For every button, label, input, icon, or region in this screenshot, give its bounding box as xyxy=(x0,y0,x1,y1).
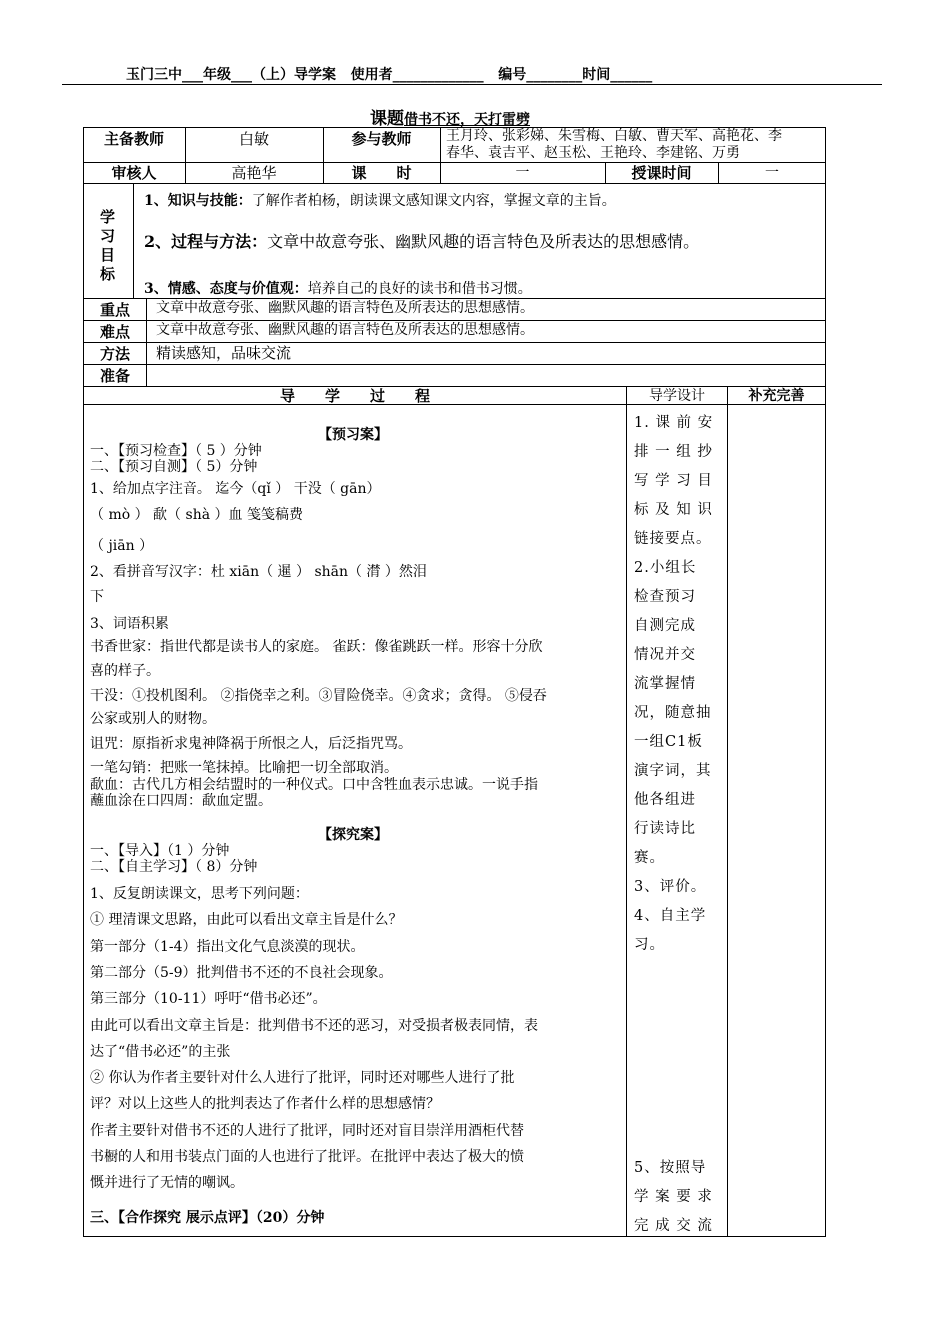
participants-line-1: 王月玲、张彩娣、朱雪梅、白敏、曹天军、高艳花、李 xyxy=(446,128,782,144)
study-q2-line-2: 评？对以上这些人的批判表达了作者什么样的思想感情？ xyxy=(90,1096,440,1112)
vline xyxy=(626,386,627,1237)
method-text: 精读感知，品味交流 xyxy=(156,344,292,362)
lead-teacher-label: 主备教师 xyxy=(103,130,164,148)
design-note-line: 行读诗比 xyxy=(634,821,696,837)
design-note-line: 4、自主学 xyxy=(634,908,707,924)
goal-2-text: 文章中故意夸张、幽默风趣的语言特色及所表达的思想感情。 xyxy=(267,232,700,251)
word-2-line-1: 干没：①投机图利。 ②指侥幸之利。③冒险侥幸。④贪求；贪得。 ⑤侵吞 xyxy=(90,688,547,704)
page-header: 玉门三中___年级___（上）导学案 使用者_____________ 编号________时间______ xyxy=(126,67,653,83)
theme-line-1: 由此可以看出文章主旨是：批判借书不还的恶习，对受损者极表同情，表 xyxy=(90,1018,538,1034)
part-2: 第二部分（5-9）批判借书不还的不良社会现象。 xyxy=(90,965,393,981)
answer-line-1: 作者主要针对借书不还的人进行了批评，同时还对盲目崇洋用酒柜代替 xyxy=(90,1123,524,1139)
theme-line-2: 达了“借书必还”的主张 xyxy=(90,1044,231,1060)
title-label: 课题 xyxy=(370,109,404,129)
q1-line-1: 1、给加点字注音。 迄今（qǐ ） 干没（ gān） xyxy=(90,481,381,497)
reviewer: 高艳华 xyxy=(231,164,277,182)
explore-title: 【探究案】 xyxy=(318,827,388,843)
design-note-line: 演字词，其 xyxy=(634,763,712,779)
goal-1-text: 了解作者柏杨，朗读课文感知课文内容，掌握文章的主旨。 xyxy=(251,193,616,209)
design-note-line: 检查预习 xyxy=(634,589,696,605)
design-note-line: 习。 xyxy=(634,937,665,953)
goals-label: 学习目标 xyxy=(100,208,116,283)
prep-label: 准备 xyxy=(99,367,130,385)
design-note-line: 5、按照导 xyxy=(634,1160,707,1176)
word-1-line-2: 喜的样子。 xyxy=(90,663,160,679)
design-note-line: 链接要点。 xyxy=(634,531,712,547)
goal-2-head: 2、过程与方法： xyxy=(144,232,268,251)
title-text: 借书不还，天打雷劈 xyxy=(404,112,530,128)
vline xyxy=(133,183,134,298)
hline xyxy=(83,342,826,343)
study-q1: 1、反复朗读课文，思考下列问题： xyxy=(90,886,309,902)
part-1: 第一部分（1-4）指出文化气息淡漠的现状。 xyxy=(90,939,365,955)
goal-3 xyxy=(144,280,532,298)
preview-check: 一、【预习检查】（ 5 ）分钟 xyxy=(90,443,262,459)
time-label: 授课时间 xyxy=(631,164,692,182)
goal-2 xyxy=(144,232,699,252)
participants-label: 参与教师 xyxy=(351,130,412,148)
goal-1-head: 1、知识与技能： xyxy=(144,193,252,209)
goal-3-head: 3、情感、态度与价值观： xyxy=(144,281,308,297)
design-note-line: 况，随意抽 xyxy=(634,705,712,721)
design-note-line: 1. 课 前 安 xyxy=(634,415,714,431)
process-heading: 导 学 过 程 xyxy=(279,387,430,405)
word-1-line-1: 书香世家：指世代都是读书人的家庭。 雀跃：像雀跳跃一样。形容十分欣 xyxy=(90,639,543,655)
design-notes-2 xyxy=(634,1154,724,1241)
key-label: 重点 xyxy=(99,301,130,319)
design-note-line: 完 成 交 流 xyxy=(634,1218,713,1234)
vline xyxy=(727,386,728,1237)
q2-line-2: 下 xyxy=(90,589,104,605)
design-note-line: 3、评价。 xyxy=(634,879,707,895)
design-note-line: 自测完成 xyxy=(634,618,696,634)
word-5-line-2: 蘸血涂在口四周：歃血定盟。 xyxy=(90,793,272,809)
design-note-line: 一组C1板 xyxy=(634,734,703,750)
word-5-line-1: 歃血：古代几方相会结盟时的一种仪式。口中含牲血表示忠诚。一说手指 xyxy=(90,777,538,793)
answer-line-2: 书橱的人和用书装点门面的人也进行了批评。在批评中表达了极大的愤 xyxy=(90,1149,524,1165)
q2-line-1: 2、看拼音写汉字：杜 xiān（ 暹 ） shān（ 潸 ）然泪 xyxy=(90,564,427,580)
period-label: 课 时 xyxy=(351,164,412,182)
design-note-line: 标 及 知 识 xyxy=(634,502,713,518)
vline xyxy=(146,298,147,386)
goal-3-text: 培养自己的良好的读书和借书习惯。 xyxy=(307,281,532,297)
design-note-line: 2.小组长 xyxy=(634,560,697,576)
design-note-line: 流掌握情 xyxy=(634,676,696,692)
design-note-line: 写 学 习 目 xyxy=(634,473,713,489)
word-4: 一笔勾销：把账一笔抹掉。比喻把一切全部取消。 xyxy=(90,760,398,776)
design-heading: 导学设计 xyxy=(649,388,705,404)
answer-line-3: 慨并进行了无情的嘲讽。 xyxy=(90,1175,244,1191)
design-note-line: 排 一 组 抄 xyxy=(634,444,713,460)
hline xyxy=(83,183,826,184)
lead-teacher: 白敏 xyxy=(238,130,269,148)
hline xyxy=(83,162,826,163)
cooperative-section xyxy=(90,1207,324,1227)
design-note-line: 学 案 要 求 xyxy=(634,1189,713,1205)
self-study-line: 二、【自主学习】（ 8）分钟 xyxy=(90,859,258,875)
lesson-title xyxy=(370,104,530,129)
design-notes xyxy=(634,409,724,960)
study-q2-line-1: ② 你认为作者主要针对什么人进行了批评，同时还对哪些人进行了批 xyxy=(90,1070,515,1086)
word-2-line-2: 公家或别人的财物。 xyxy=(90,711,216,727)
hline xyxy=(83,364,826,365)
part-3: 第三部分（10-11）呼吁“借书必还”。 xyxy=(90,991,327,1007)
difficulty-label: 难点 xyxy=(99,323,130,341)
difficulty-text: 文章中故意夸张、幽默风趣的语言特色及所表达的思想感情。 xyxy=(156,322,534,338)
q1-line-3: （ jiān ） xyxy=(90,538,154,554)
header-rule xyxy=(62,84,882,85)
supplement-heading: 补充完善 xyxy=(748,388,805,404)
key-text: 文章中故意夸张、幽默风趣的语言特色及所表达的思想感情。 xyxy=(156,300,534,316)
intro-line: 一、【导入】（1 ）分钟 xyxy=(90,843,230,859)
q3-heading: 3、词语积累 xyxy=(90,616,169,632)
design-note-line: 赛。 xyxy=(634,850,665,866)
design-note-line: 情况并交 xyxy=(634,647,696,663)
preview-title: 【预习案】 xyxy=(318,427,388,443)
preview-test: 二、【预习自测】（ 5）分钟 xyxy=(90,459,258,475)
participants-line-2: 春华、袁吉平、赵玉松、王艳玲、李建铭、万勇 xyxy=(446,145,740,161)
method-label: 方法 xyxy=(99,345,130,363)
reviewer-label: 审核人 xyxy=(111,164,157,182)
cooperative-heading: 三、【合作探究 展示点评】（20）分钟 xyxy=(90,1210,325,1226)
time: 一 xyxy=(765,165,779,181)
study-q1-a: ① 理清课文思路，由此可以看出文章主旨是什么？ xyxy=(90,912,403,928)
q1-line-2: （ mò ） 歃（ shà ）血 笺笺稿费 xyxy=(90,507,303,523)
design-note-line: 他各组进 xyxy=(634,792,696,808)
word-3: 诅咒：原指祈求鬼神降祸于所恨之人，后泛指咒骂。 xyxy=(90,736,412,752)
period: 一 xyxy=(515,165,530,181)
goal-1 xyxy=(144,192,616,210)
